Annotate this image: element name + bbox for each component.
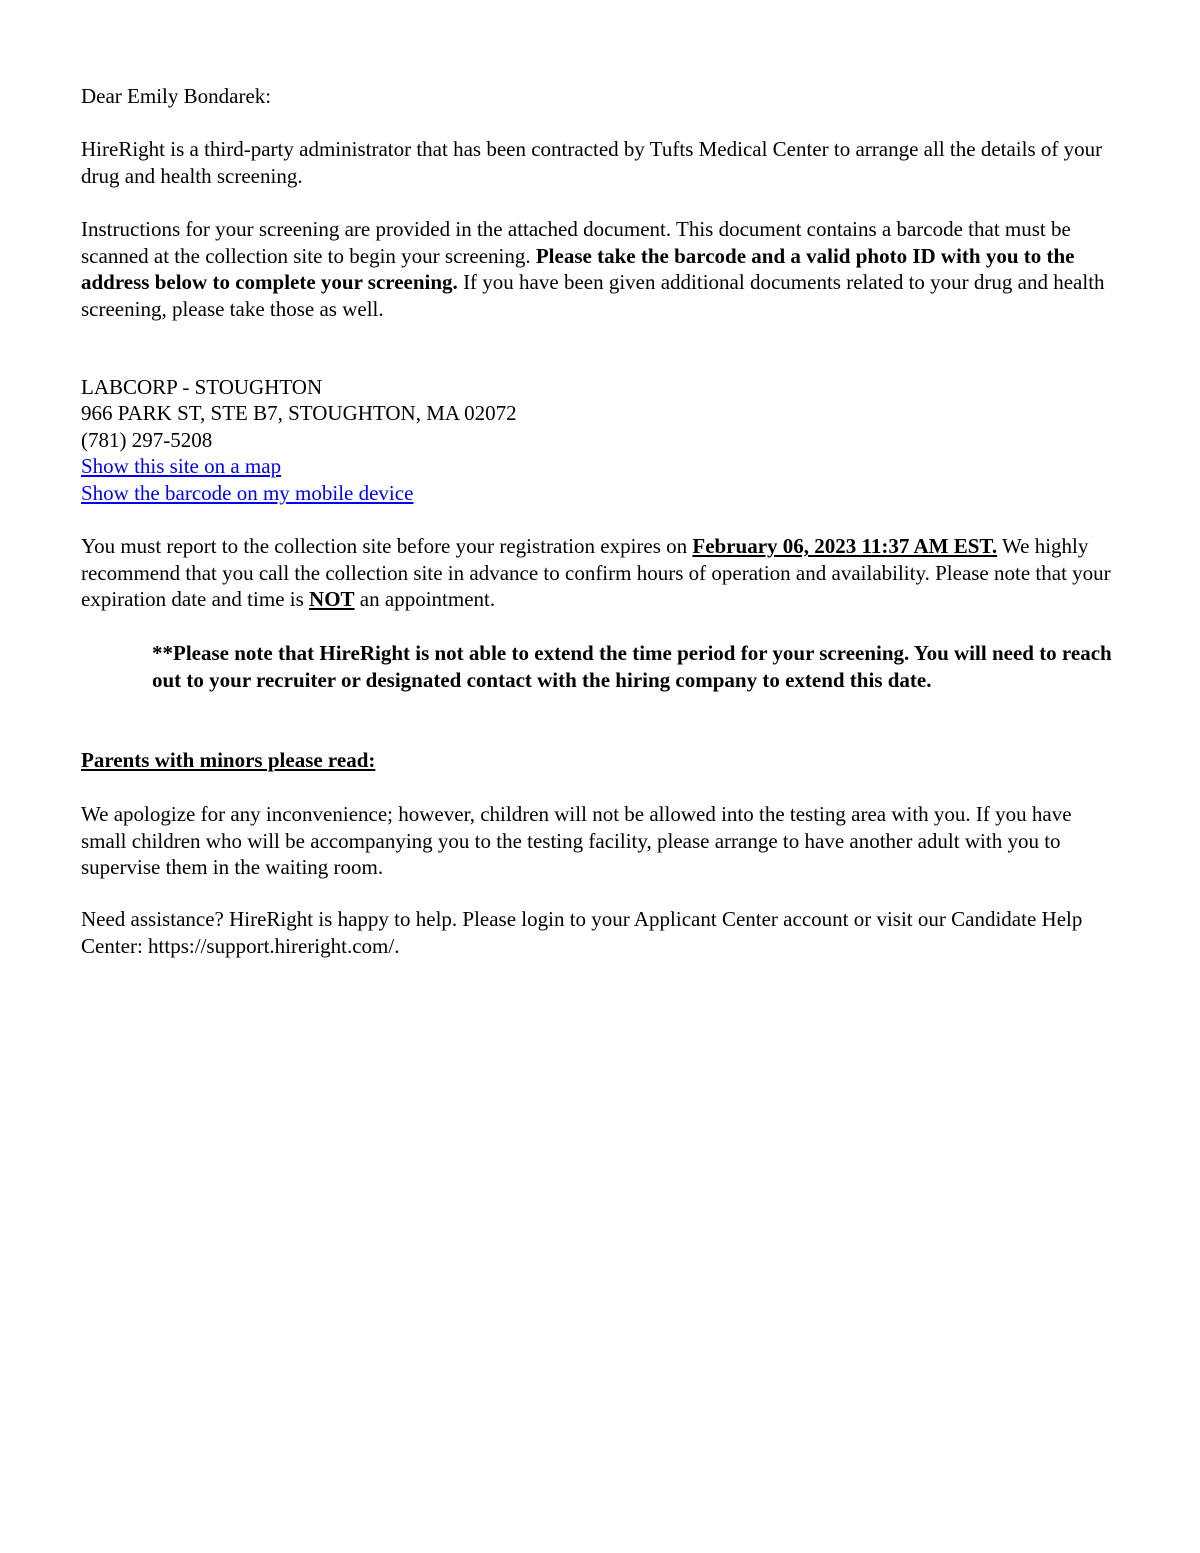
parents-paragraph: We apologize for any inconvenience; however, children will not be allowed into the testing area with you. If you have small children who will be accompanying you to the testing facility, please arrange to have another adult with you to supervise them in the waiting room. [81, 802, 1072, 879]
instructions-text-end: If you have been given additional documents related to your drug and health screening, please take those as well. [81, 270, 1105, 321]
instructions-emphasis: Please take the barcode and a valid photo ID with you to the address below to complete your screening. [81, 243, 1075, 294]
expiration-date: February 06, 2023 11:37 AM EST. [692, 534, 998, 558]
instructions-paragraph [81, 216, 1121, 322]
not-emphasis: NOT [309, 587, 355, 611]
deadline-paragraph [81, 533, 1121, 613]
assistance-paragraph: Need assistance? HireRight is happy to help. Please login to your Applicant Center account or visit our Candidate Help Center: https://support.hireright.com/. [81, 907, 1083, 958]
instructions-text: Instructions for your screening are provided in the attached document. This document contains a barcode that must be scanned at the collection site to begin your screening. [81, 217, 1071, 268]
deadline-text-end: an appointment. [354, 587, 496, 611]
deadline-text: You must report to the collection site before your registration expires on [81, 534, 693, 558]
intro-paragraph: HireRight is a third-party administrator that has been contracted by Tufts Medical Center to arrange all the details of your drug and health screening. [81, 137, 1103, 188]
map-link[interactable]: Show this site on a map [81, 454, 282, 478]
greeting: Dear Emily Bondarek: [81, 84, 272, 108]
site-phone: (781) 297-5208 [81, 428, 213, 452]
parents-heading: Parents with minors please read: [81, 748, 376, 772]
site-address: 966 PARK ST, STE B7, STOUGHTON, MA 02072 [81, 401, 517, 425]
deadline-text-mid: We highly recommend that you call the collection site in advance to confirm hours of operation and availability. Please note that your expiration date and time is [81, 534, 1111, 611]
site-name: LABCORP - STOUGHTON [81, 375, 323, 399]
extension-notice: **Please note that HireRight is not able to extend the time period for your screening. You will need to reach out to your recruiter or designated contact with the hiring company to extend this date. [152, 641, 1112, 692]
barcode-link[interactable]: Show the barcode on my mobile device [81, 481, 414, 505]
